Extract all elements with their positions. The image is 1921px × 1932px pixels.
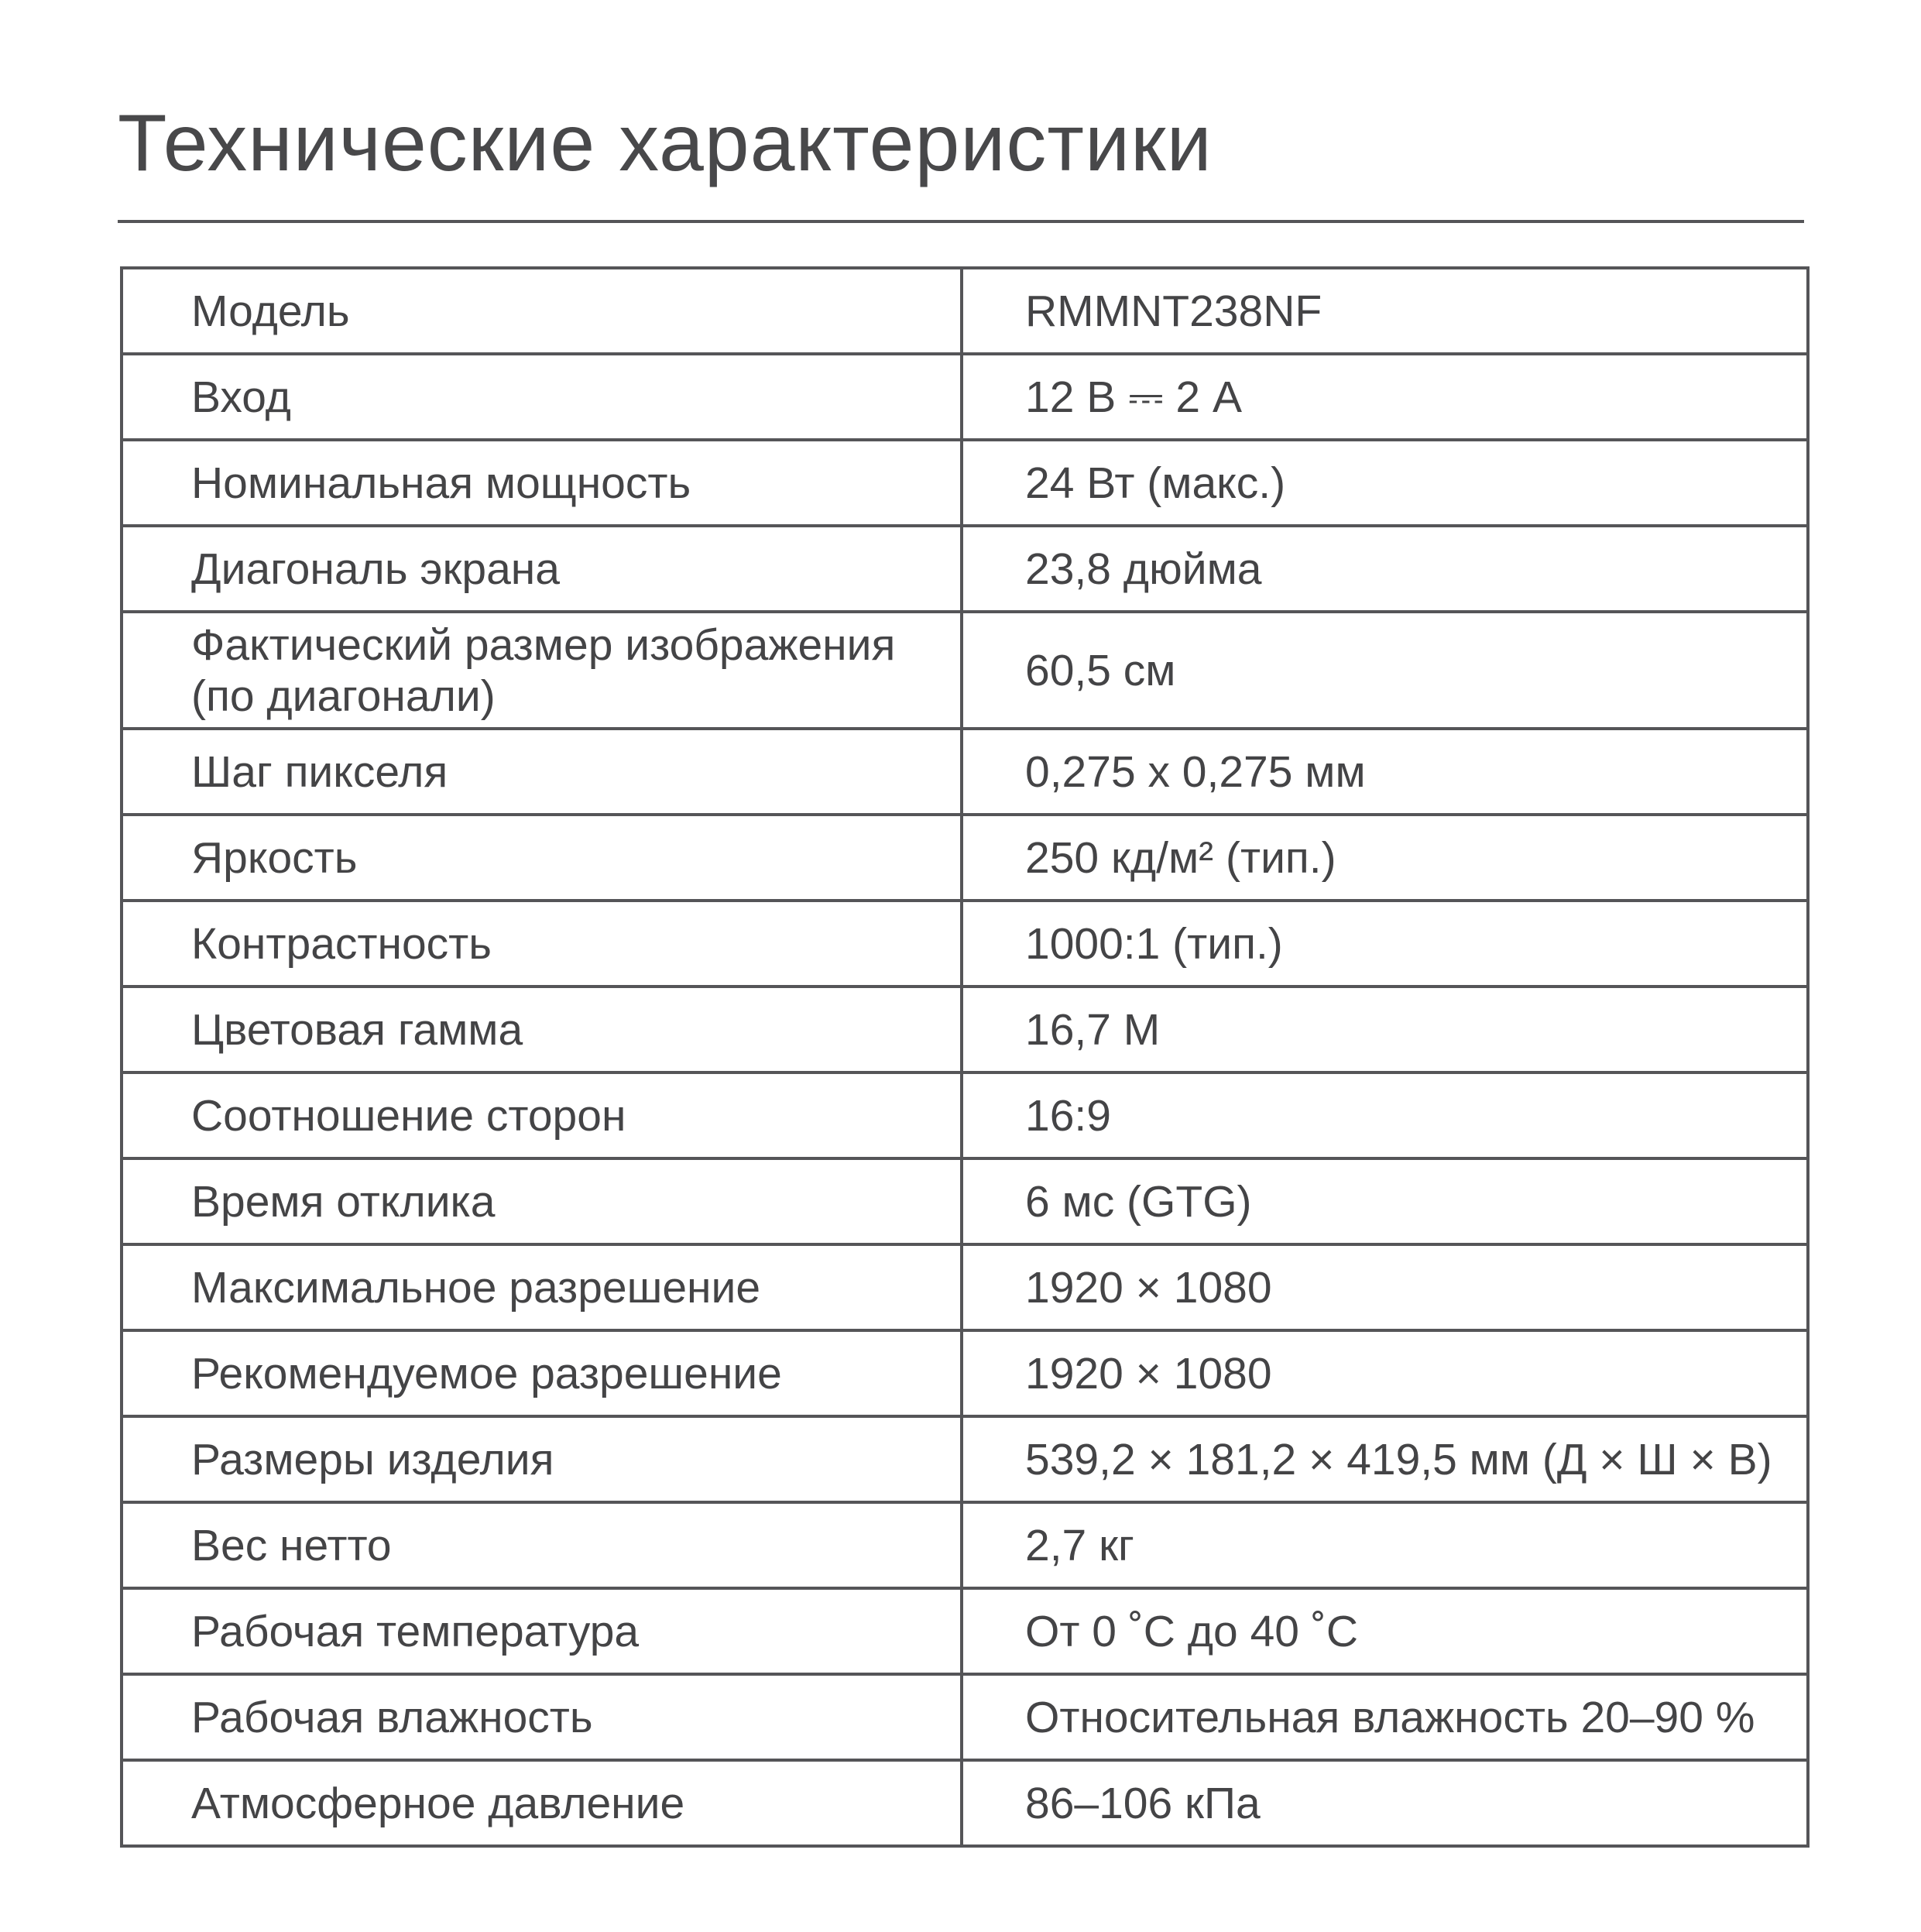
spec-label: Номинальная мощность: [122, 440, 962, 526]
spec-value: 23,8 дюйма: [962, 526, 1808, 612]
spec-value: 539,2 × 181,2 × 419,5 мм (Д × Ш × В): [962, 1416, 1808, 1502]
spec-value: 1920 × 1080: [962, 1244, 1808, 1330]
spec-value: 1920 × 1080: [962, 1330, 1808, 1416]
spec-label: Фактический размер изображения (по диагонали): [122, 612, 962, 729]
spec-label: Яркость: [122, 815, 962, 901]
spec-value: Относительная влажность 20–90 %: [962, 1674, 1808, 1760]
spec-row-image-size: [122, 612, 1808, 729]
page-title: Технические характеристики: [118, 98, 1213, 188]
spec-value: RMMNT238NF: [1025, 286, 1322, 336]
spec-label: Вес нетто: [122, 1502, 962, 1588]
spec-label: Атмосферное давление: [122, 1760, 962, 1846]
spec-row-input: [122, 354, 1808, 440]
spec-value: 6 мс (GTG): [962, 1158, 1808, 1244]
spec-row-rated-power: [122, 440, 1808, 526]
spec-label: Диагональ экрана: [122, 526, 962, 612]
spec-row-aspect-ratio: [122, 1072, 1808, 1158]
spec-row-operating-temperature: [122, 1588, 1808, 1674]
spec-row-operating-humidity: [122, 1674, 1808, 1760]
spec-label: Время отклика: [122, 1158, 962, 1244]
spec-value: 0,275 x 0,275 мм: [962, 729, 1808, 815]
spec-row-net-weight: [122, 1502, 1808, 1588]
spec-value: 16:9: [962, 1072, 1808, 1158]
spec-table: [120, 266, 1810, 1848]
spec-value: 86–106 кПа: [962, 1760, 1808, 1846]
spec-label: Рабочая температура: [122, 1588, 962, 1674]
spec-row-pixel-pitch: [122, 729, 1808, 815]
spec-label: Рабочая влажность: [122, 1674, 962, 1760]
spec-row-atmospheric-pressure: [122, 1760, 1808, 1846]
spec-label: Контрастность: [122, 901, 962, 987]
spec-row-response-time: [122, 1158, 1808, 1244]
title-divider: [118, 220, 1804, 223]
spec-row-color-gamut: [122, 987, 1808, 1072]
spec-label: Модель: [122, 268, 962, 354]
spec-value: 24 Вт (макс.): [962, 440, 1808, 526]
spec-row-screen-diagonal: [122, 526, 1808, 612]
spec-label: Цветовая гамма: [122, 987, 962, 1072]
spec-value: 60,5 см: [962, 612, 1808, 729]
spec-label: Рекомендуемое разрешение: [122, 1330, 962, 1416]
spec-label: Вход: [122, 354, 962, 440]
spec-value: 12 В ⎓ 2 А: [962, 354, 1808, 440]
spec-row-contrast: [122, 901, 1808, 987]
spec-value: 1000:1 (тип.): [962, 901, 1808, 987]
spec-row-dimensions: [122, 1416, 1808, 1502]
spec-row-recommended-resolution: [122, 1330, 1808, 1416]
spec-row-brightness: [122, 815, 1808, 901]
spec-value: От 0 ˚C до 40 ˚C: [962, 1588, 1808, 1674]
spec-value: 2,7 кг: [962, 1502, 1808, 1588]
spec-label: Размеры изделия: [122, 1416, 962, 1502]
spec-value: 250 кд/м² (тип.): [962, 815, 1808, 901]
spec-label: Максимальное разрешение: [122, 1244, 962, 1330]
spec-row-model: [122, 268, 1808, 354]
spec-label: Шаг пикселя: [122, 729, 962, 815]
spec-label: Соотношение сторон: [122, 1072, 962, 1158]
spec-value: 16,7 M: [962, 987, 1808, 1072]
spec-row-max-resolution: [122, 1244, 1808, 1330]
